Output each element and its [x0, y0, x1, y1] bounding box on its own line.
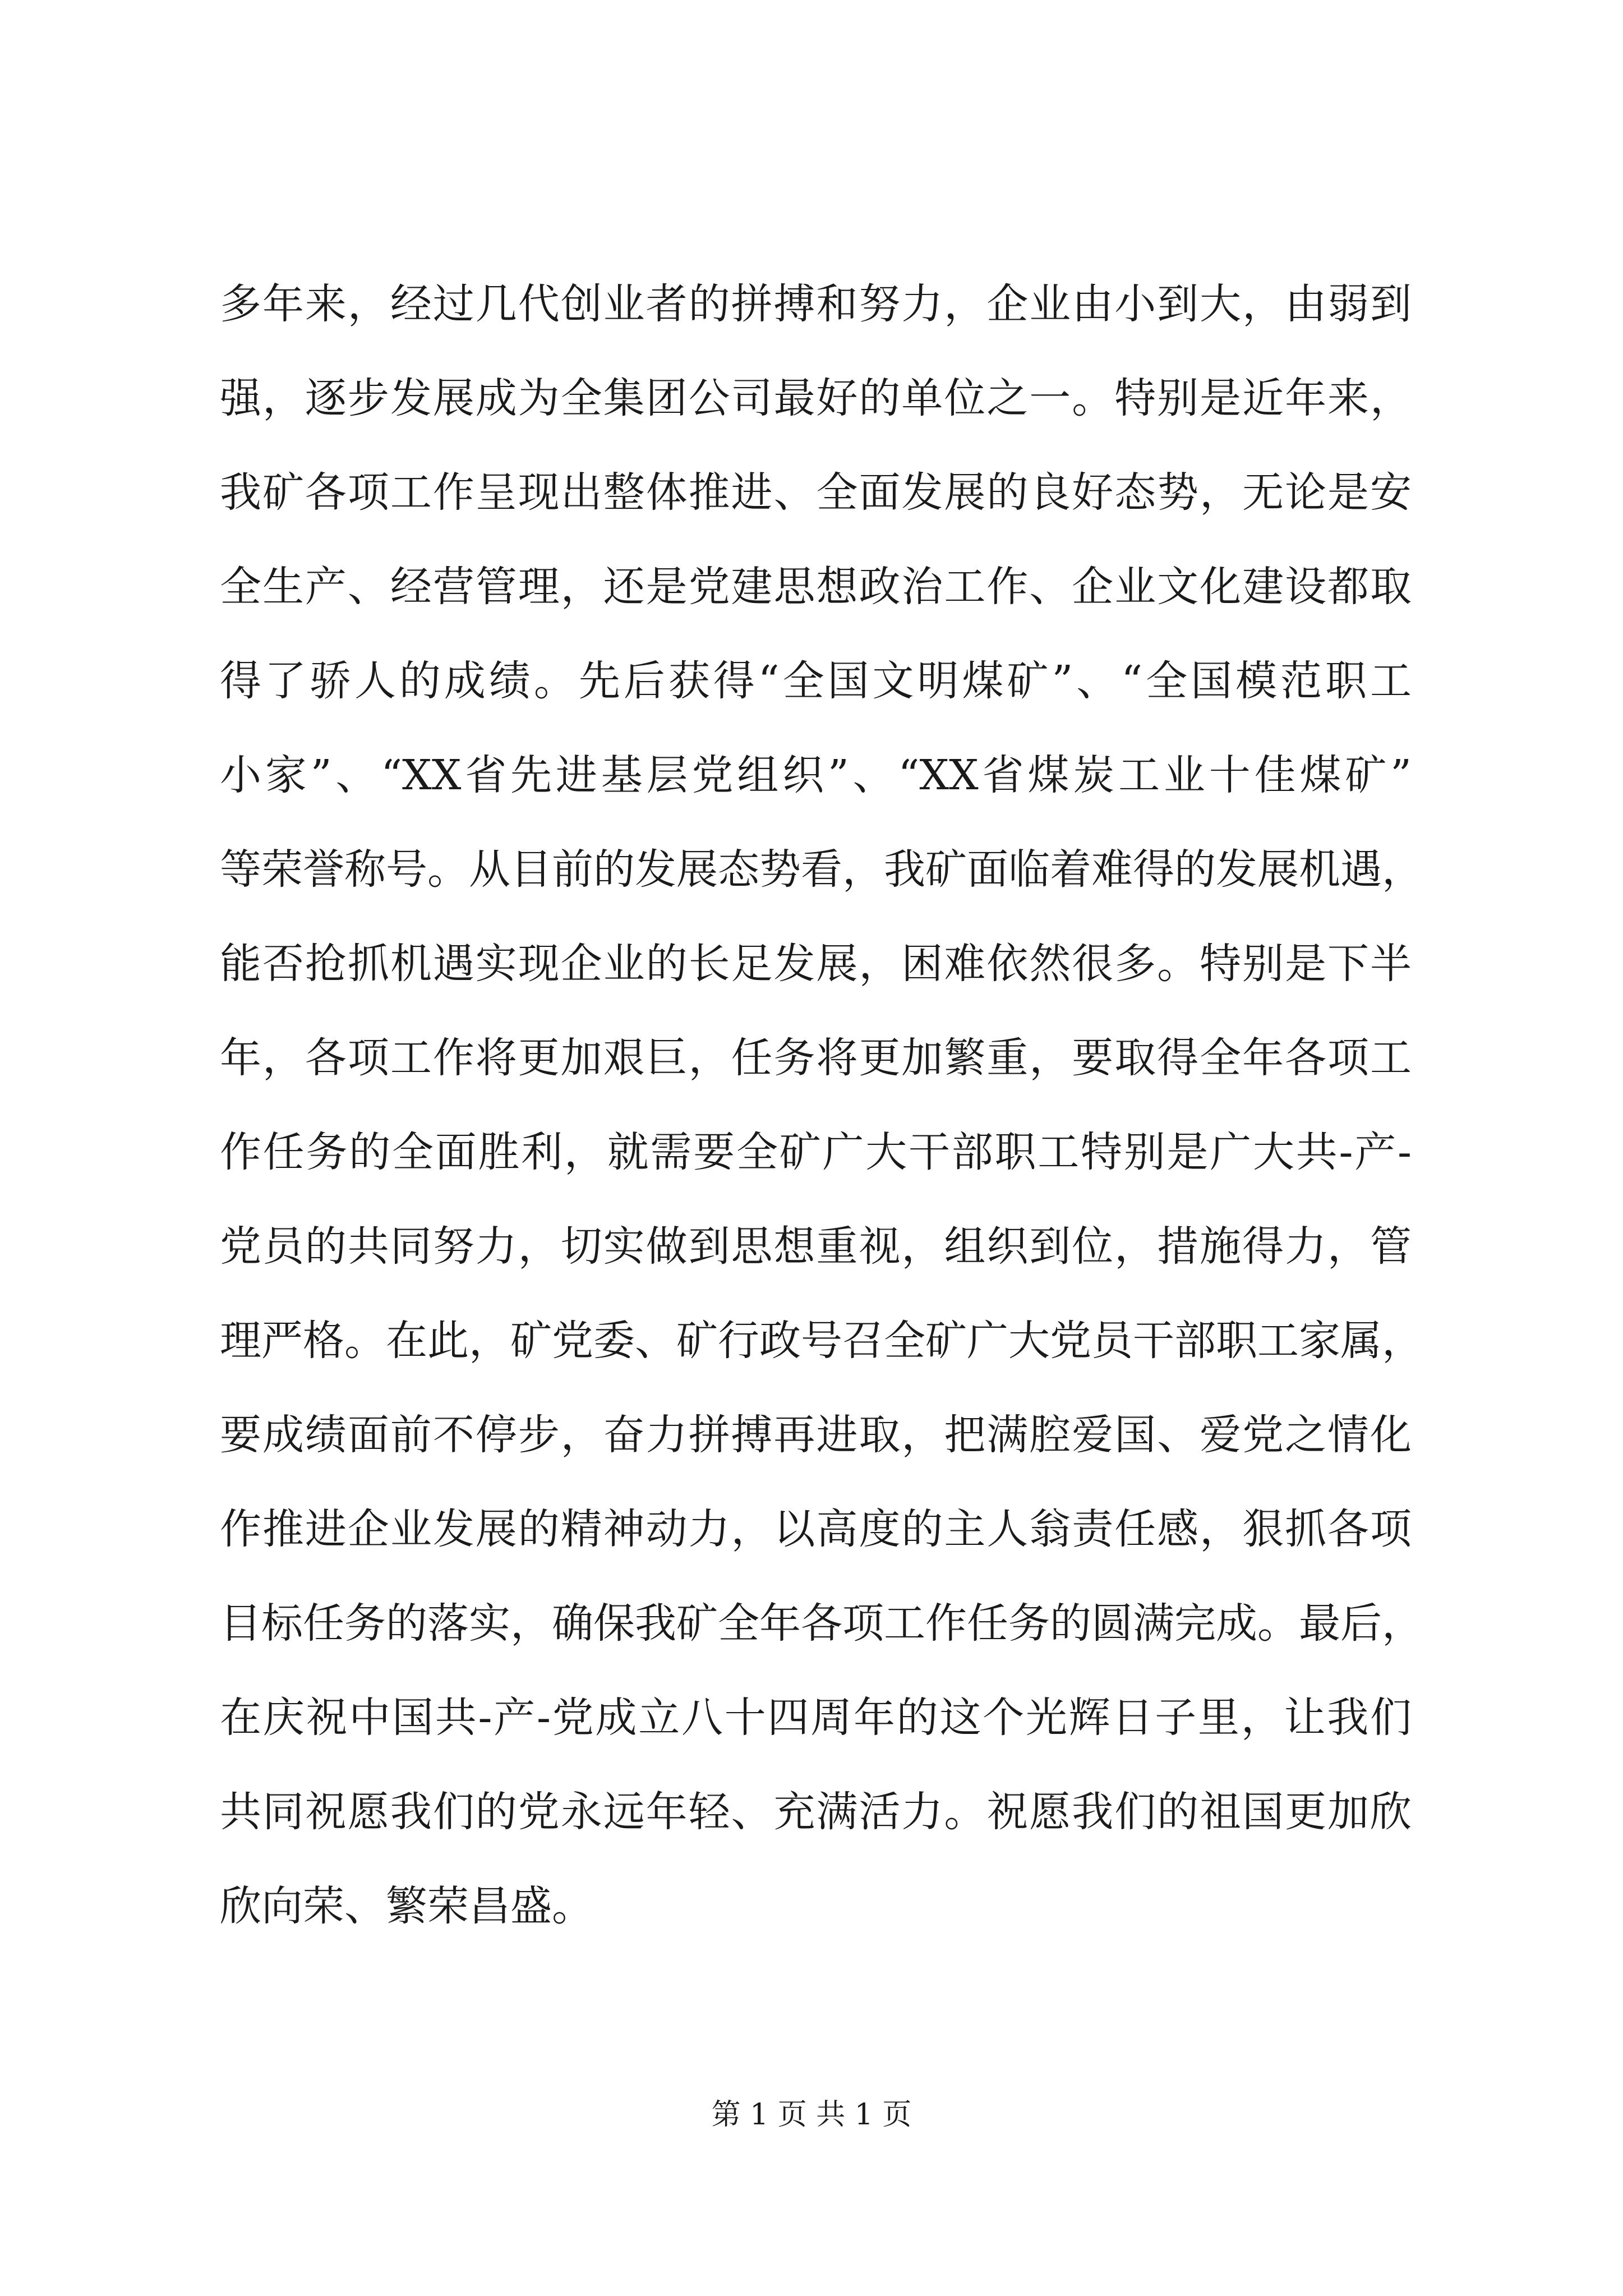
paragraph-line: 强，逐步发展成为全集团公司最好的单位之一。特别是近年来， [220, 374, 1412, 422]
paragraph-line: 小家”、“XX省先进基层党组织”、“XX省煤炭工业十佳煤矿” [220, 751, 1412, 799]
paragraph-line: 得了骄人的成绩。先后获得“全国文明煤矿”、“全国模范职工 [220, 657, 1412, 705]
paragraph-line: 作推进企业发展的精神动力，以高度的主人翁责任感，狠抓各项 [220, 1505, 1412, 1553]
paragraph-line: 作任务的全面胜利，就需要全矿广大干部职工特别是广大共-产- [220, 1128, 1412, 1176]
paragraph-line: 理严格。在此，矿党委、矿行政号召全矿广大党员干部职工家属， [220, 1317, 1423, 1365]
paragraph-line: 共同祝愿我们的党永远年轻、充满活力。祝愿我们的祖国更加欣 [220, 1788, 1412, 1836]
paragraph-line: 目标任务的落实，确保我矿全年各项工作任务的圆满完成。最后， [220, 1599, 1423, 1648]
paragraph-line: 能否抢抓机遇实现企业的长足发展，困难依然很多。特别是下半 [220, 940, 1412, 988]
body-paragraph [220, 257, 1423, 1953]
page-number-footer: 第 1 页 共 1 页 [711, 2098, 912, 2132]
paragraph-line: 要成绩面前不停步，奋力拼搏再进取，把满腔爱国、爱党之情化 [220, 1411, 1412, 1459]
paragraph-line: 在庆祝中国共-产-党成立八十四周年的这个光辉日子里，让我们 [220, 1694, 1412, 1742]
paragraph-line: 等荣誉称号。从目前的发展态势看，我矿面临着难得的发展机遇， [220, 845, 1423, 894]
paragraph-line: 党员的共同努力，切实做到思想重视，组织到位，措施得力，管 [220, 1222, 1412, 1271]
paragraph-line: 我矿各项工作呈现出整体推进、全面发展的良好态势，无论是安 [220, 468, 1412, 517]
paragraph-line: 欣向荣、繁荣昌盛。 [220, 1882, 593, 1930]
paragraph-line: 多年来，经过几代创业者的拼搏和努力，企业由小到大，由弱到 [220, 280, 1412, 328]
paragraph-line: 年，各项工作将更加艰巨，任务将更加繁重，要取得全年各项工 [220, 1034, 1412, 1082]
paragraph-line: 全生产、经营管理，还是党建思想政治工作、企业文化建设都取 [220, 563, 1412, 611]
